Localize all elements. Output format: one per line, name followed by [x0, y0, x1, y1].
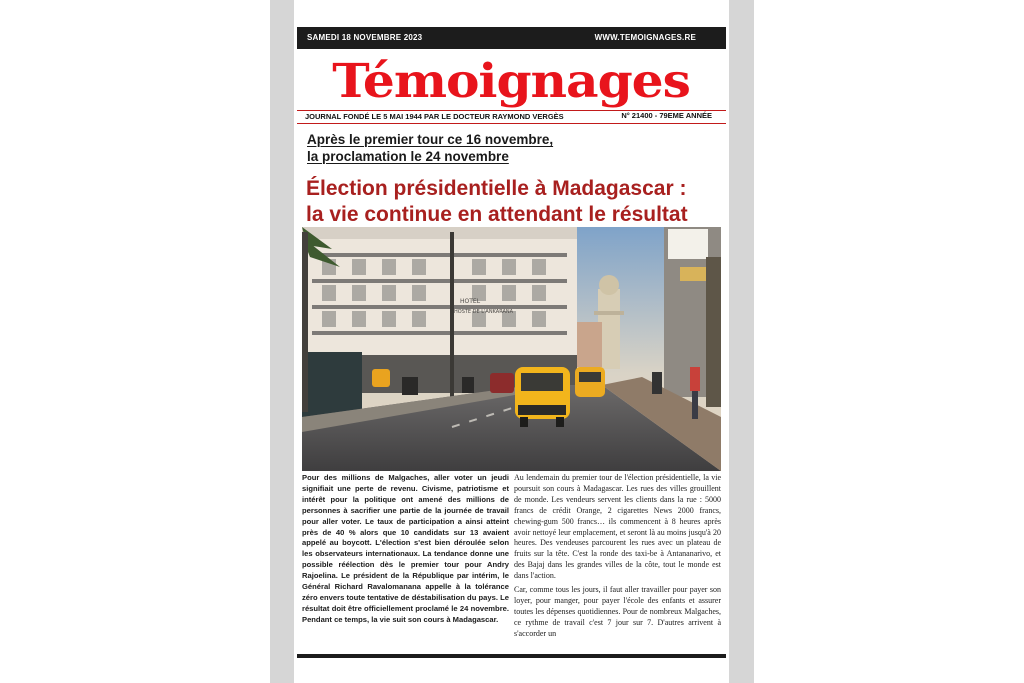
headline-line: Élection présidentielle à Madagascar :	[306, 177, 687, 200]
masthead-rule-bottom	[297, 123, 726, 124]
masthead	[297, 50, 726, 110]
right-margin-band	[729, 0, 754, 683]
article-paragraph: Pour des millions de Malgaches, aller voter un jeudi signifiait une perte de revenu. Civisme, patriotisme et intérêt pour la politique ont amené des millions de personnes à sacrifier une partie de la journée de travail pour aller voter. Le taux de participation a ainsi atteint près de 40 % alors que 10 candidats sur 13 avaient appelé au boycott. L'élection s'est bien déroulée selon les observateurs internationaux. La tendance donne une possible réélection dès le premier tour pour Andry Rajoelina. Le président de la République par intérim, le Général Richard Ravalomanana appelle à la tolérance zéro envers toute tentative de déstabilisation du pays. Le résultat doit être officiellement proclamé le 24 novembre. Pendant ce temps, la vie suit son cours à Madagascar.	[302, 473, 509, 624]
newspaper-top-bar	[297, 27, 726, 49]
left-margin-band	[270, 0, 294, 683]
masthead-subline	[297, 111, 726, 123]
website-url[interactable]: WWW.TEMOIGNAGES.RE	[594, 33, 696, 42]
bajaj-taxi	[515, 367, 570, 427]
founding-note: JOURNAL FONDÉ LE 5 MAI 1944 PAR LE DOCTEUR RAYMOND VERGÈS	[305, 112, 564, 121]
street-photo-illustration	[302, 227, 721, 471]
issue-number: N° 21400 - 79EME ANNÉE	[621, 111, 712, 120]
article-column-left	[302, 473, 509, 653]
building-sign-name: HOSTE DE L'ANKARANA	[454, 309, 514, 315]
article-paragraph: Au lendemain du premier tour de l'élection présidentielle, la vie poursuit son cours à Madagascar. Les rues des villes grouillent de monde. Les vendeurs servent les clients dans la rue : 5000 francs de crédit Orange, 2 cigarettes News 2000 francs, chewing-gum 500 francs… ils commencent à 8 heures après avoir nettoyé leur emplacement, et seront là au moins jusqu'à 20 heures. Des vendeuses parcourent les rues avec un plateau de fruits sur la tête. C'est la ronde des taxi-be à Antananarivo, et des Bajaj dans les grandes villes de la côte, tout le monde est dans l'action.	[514, 473, 721, 581]
street-photo	[302, 227, 721, 471]
kicker-line: la proclamation le 24 novembre	[307, 149, 509, 164]
article-headline	[306, 176, 718, 228]
article-column-right	[514, 473, 721, 653]
building-sign-hotel: HOTEL	[460, 298, 481, 305]
page-bottom-bar	[297, 654, 726, 658]
issue-date: SAMEDI 18 NOVEMBRE 2023	[307, 33, 423, 42]
newspaper-title-logo: Témoignages	[332, 54, 691, 109]
article-kicker	[307, 131, 717, 165]
kicker-line: Après le premier tour ce 16 novembre,	[307, 132, 554, 147]
headline-line: la vie continue en attendant le résultat	[306, 203, 688, 226]
article-paragraph: Car, comme tous les jours, il faut aller travailler pour payer son loyer, pour manger, pour payer l'école des enfants et assurer toutes les dépenses quotidiennes. Pour de nombreux Malgaches, ce rythme de travail c'est 7 jour sur 7. D'autres arrivent à s'accorder un	[514, 585, 721, 638]
